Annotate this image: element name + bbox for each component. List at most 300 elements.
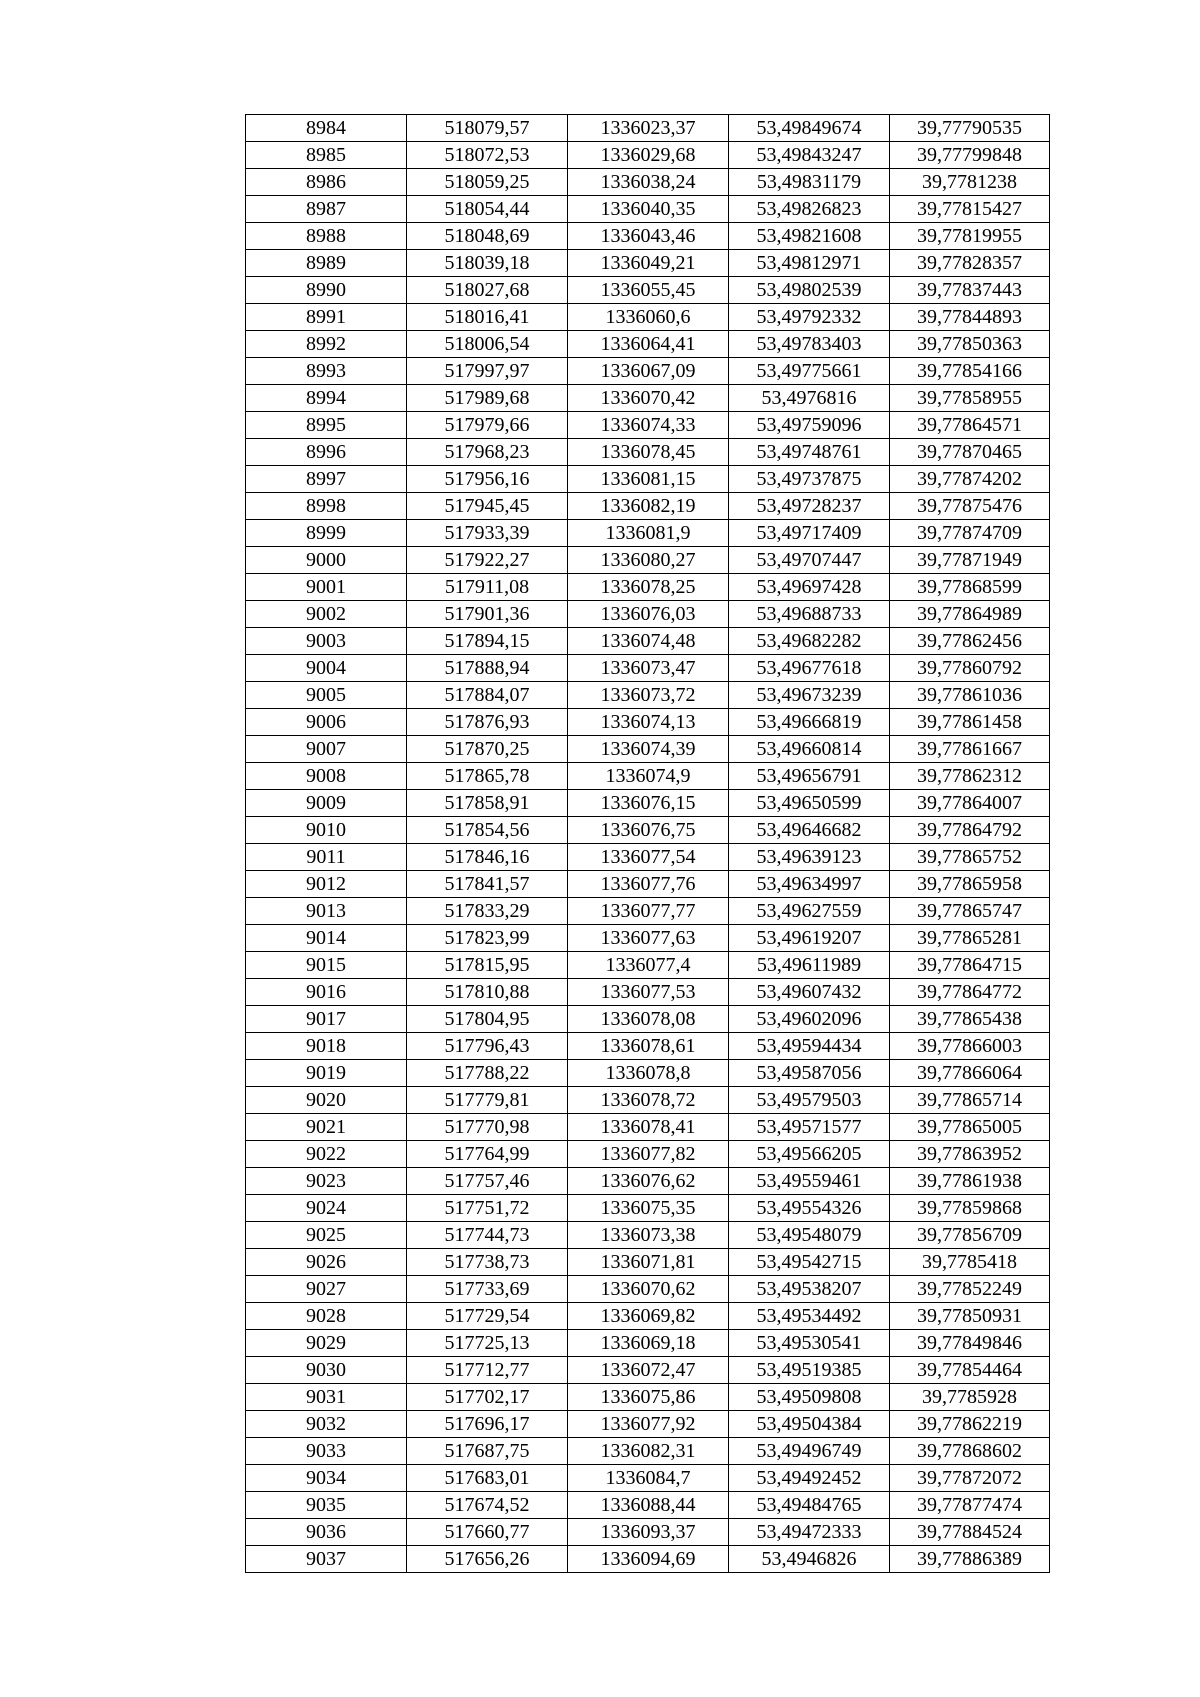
latitude-cell: 53,49542715 [729,1249,890,1276]
x-coordinate-cell: 517858,91 [407,790,568,817]
latitude-cell: 53,49472333 [729,1519,890,1546]
longitude-cell: 39,77864715 [890,952,1050,979]
point-number-cell: 9011 [246,844,407,871]
longitude-cell: 39,77865747 [890,898,1050,925]
longitude-cell: 39,77819955 [890,223,1050,250]
x-coordinate-cell: 517979,66 [407,412,568,439]
latitude-cell: 53,49682282 [729,628,890,655]
coordinates-table-body [246,115,1050,1573]
y-coordinate-cell: 1336078,25 [568,574,729,601]
x-coordinate-cell: 517956,16 [407,466,568,493]
point-number-cell: 8992 [246,331,407,358]
latitude-cell: 53,4976816 [729,385,890,412]
point-number-cell: 9001 [246,574,407,601]
y-coordinate-cell: 1336043,46 [568,223,729,250]
point-number-cell: 8993 [246,358,407,385]
latitude-cell: 53,49812971 [729,250,890,277]
point-number-cell: 9002 [246,601,407,628]
y-coordinate-cell: 1336078,08 [568,1006,729,1033]
table-row [246,979,1050,1006]
x-coordinate-cell: 518054,44 [407,196,568,223]
y-coordinate-cell: 1336093,37 [568,1519,729,1546]
x-coordinate-cell: 517674,52 [407,1492,568,1519]
y-coordinate-cell: 1336070,62 [568,1276,729,1303]
point-number-cell: 9019 [246,1060,407,1087]
longitude-cell: 39,77865714 [890,1087,1050,1114]
table-row [246,277,1050,304]
point-number-cell: 9010 [246,817,407,844]
table-row [246,304,1050,331]
table-row [246,655,1050,682]
table-row [246,790,1050,817]
longitude-cell: 39,77862456 [890,628,1050,655]
point-number-cell: 9025 [246,1222,407,1249]
longitude-cell: 39,7781238 [890,169,1050,196]
longitude-cell: 39,77866064 [890,1060,1050,1087]
latitude-cell: 53,49660814 [729,736,890,763]
y-coordinate-cell: 1336060,6 [568,304,729,331]
longitude-cell: 39,77868599 [890,574,1050,601]
y-coordinate-cell: 1336049,21 [568,250,729,277]
table-row [246,115,1050,142]
point-number-cell: 9017 [246,1006,407,1033]
y-coordinate-cell: 1336078,61 [568,1033,729,1060]
table-row [246,547,1050,574]
longitude-cell: 39,77864989 [890,601,1050,628]
latitude-cell: 53,49673239 [729,682,890,709]
x-coordinate-cell: 517870,25 [407,736,568,763]
x-coordinate-cell: 518059,25 [407,169,568,196]
point-number-cell: 8986 [246,169,407,196]
longitude-cell: 39,77844893 [890,304,1050,331]
x-coordinate-cell: 517733,69 [407,1276,568,1303]
table-row [246,574,1050,601]
y-coordinate-cell: 1336075,35 [568,1195,729,1222]
latitude-cell: 53,49666819 [729,709,890,736]
latitude-cell: 53,49677618 [729,655,890,682]
longitude-cell: 39,77861458 [890,709,1050,736]
longitude-cell: 39,77866003 [890,1033,1050,1060]
latitude-cell: 53,49530541 [729,1330,890,1357]
x-coordinate-cell: 517810,88 [407,979,568,1006]
table-row [246,1033,1050,1060]
longitude-cell: 39,77875476 [890,493,1050,520]
point-number-cell: 9004 [246,655,407,682]
table-row [246,1519,1050,1546]
y-coordinate-cell: 1336072,47 [568,1357,729,1384]
latitude-cell: 53,49849674 [729,115,890,142]
point-number-cell: 9037 [246,1546,407,1573]
x-coordinate-cell: 517712,77 [407,1357,568,1384]
table-row [246,439,1050,466]
y-coordinate-cell: 1336080,27 [568,547,729,574]
point-number-cell: 8985 [246,142,407,169]
x-coordinate-cell: 518079,57 [407,115,568,142]
y-coordinate-cell: 1336075,86 [568,1384,729,1411]
x-coordinate-cell: 517757,46 [407,1168,568,1195]
table-row [246,1222,1050,1249]
longitude-cell: 39,77862219 [890,1411,1050,1438]
table-row [246,1492,1050,1519]
x-coordinate-cell: 517796,43 [407,1033,568,1060]
latitude-cell: 53,49484765 [729,1492,890,1519]
x-coordinate-cell: 518039,18 [407,250,568,277]
latitude-cell: 53,49492452 [729,1465,890,1492]
y-coordinate-cell: 1336077,4 [568,952,729,979]
point-number-cell: 9030 [246,1357,407,1384]
y-coordinate-cell: 1336074,33 [568,412,729,439]
x-coordinate-cell: 518027,68 [407,277,568,304]
table-row [246,628,1050,655]
longitude-cell: 39,77865438 [890,1006,1050,1033]
latitude-cell: 53,49728237 [729,493,890,520]
latitude-cell: 53,49554326 [729,1195,890,1222]
longitude-cell: 39,77865958 [890,871,1050,898]
latitude-cell: 53,49611989 [729,952,890,979]
point-number-cell: 9028 [246,1303,407,1330]
x-coordinate-cell: 517764,99 [407,1141,568,1168]
longitude-cell: 39,77863952 [890,1141,1050,1168]
table-row [246,601,1050,628]
y-coordinate-cell: 1336040,35 [568,196,729,223]
y-coordinate-cell: 1336076,03 [568,601,729,628]
x-coordinate-cell: 517989,68 [407,385,568,412]
table-row [246,1411,1050,1438]
longitude-cell: 39,77874709 [890,520,1050,547]
table-row [246,871,1050,898]
point-number-cell: 9003 [246,628,407,655]
y-coordinate-cell: 1336078,72 [568,1087,729,1114]
longitude-cell: 39,7785928 [890,1384,1050,1411]
latitude-cell: 53,49509808 [729,1384,890,1411]
y-coordinate-cell: 1336073,47 [568,655,729,682]
y-coordinate-cell: 1336069,82 [568,1303,729,1330]
x-coordinate-cell: 517997,97 [407,358,568,385]
longitude-cell: 39,77864007 [890,790,1050,817]
y-coordinate-cell: 1336073,38 [568,1222,729,1249]
x-coordinate-cell: 517696,17 [407,1411,568,1438]
x-coordinate-cell: 517968,23 [407,439,568,466]
longitude-cell: 39,77865752 [890,844,1050,871]
latitude-cell: 53,49792332 [729,304,890,331]
table-row [246,952,1050,979]
y-coordinate-cell: 1336074,39 [568,736,729,763]
longitude-cell: 39,77865005 [890,1114,1050,1141]
x-coordinate-cell: 517687,75 [407,1438,568,1465]
y-coordinate-cell: 1336023,37 [568,115,729,142]
latitude-cell: 53,49826823 [729,196,890,223]
latitude-cell: 53,49496749 [729,1438,890,1465]
longitude-cell: 39,77886389 [890,1546,1050,1573]
table-row [246,1276,1050,1303]
longitude-cell: 39,77850363 [890,331,1050,358]
latitude-cell: 53,49737875 [729,466,890,493]
point-number-cell: 9012 [246,871,407,898]
point-number-cell: 8996 [246,439,407,466]
x-coordinate-cell: 517823,99 [407,925,568,952]
latitude-cell: 53,49775661 [729,358,890,385]
longitude-cell: 39,77870465 [890,439,1050,466]
x-coordinate-cell: 518016,41 [407,304,568,331]
point-number-cell: 8984 [246,115,407,142]
point-number-cell: 9036 [246,1519,407,1546]
point-number-cell: 9020 [246,1087,407,1114]
latitude-cell: 53,49646682 [729,817,890,844]
x-coordinate-cell: 517841,57 [407,871,568,898]
latitude-cell: 53,4946826 [729,1546,890,1573]
point-number-cell: 8997 [246,466,407,493]
point-number-cell: 9026 [246,1249,407,1276]
longitude-cell: 39,7785418 [890,1249,1050,1276]
x-coordinate-cell: 517751,72 [407,1195,568,1222]
point-number-cell: 8989 [246,250,407,277]
y-coordinate-cell: 1336078,8 [568,1060,729,1087]
x-coordinate-cell: 517888,94 [407,655,568,682]
point-number-cell: 8995 [246,412,407,439]
latitude-cell: 53,49697428 [729,574,890,601]
y-coordinate-cell: 1336076,15 [568,790,729,817]
x-coordinate-cell: 517876,93 [407,709,568,736]
point-number-cell: 9034 [246,1465,407,1492]
longitude-cell: 39,77837443 [890,277,1050,304]
latitude-cell: 53,49639123 [729,844,890,871]
latitude-cell: 53,49821608 [729,223,890,250]
x-coordinate-cell: 517770,98 [407,1114,568,1141]
table-row [246,763,1050,790]
point-number-cell: 8987 [246,196,407,223]
longitude-cell: 39,77860792 [890,655,1050,682]
y-coordinate-cell: 1336077,77 [568,898,729,925]
y-coordinate-cell: 1336077,63 [568,925,729,952]
point-number-cell: 9024 [246,1195,407,1222]
x-coordinate-cell: 517788,22 [407,1060,568,1087]
x-coordinate-cell: 517815,95 [407,952,568,979]
y-coordinate-cell: 1336077,92 [568,1411,729,1438]
latitude-cell: 53,49559461 [729,1168,890,1195]
x-coordinate-cell: 517804,95 [407,1006,568,1033]
point-number-cell: 8988 [246,223,407,250]
point-number-cell: 9006 [246,709,407,736]
y-coordinate-cell: 1336055,45 [568,277,729,304]
table-row [246,1060,1050,1087]
table-row [246,1141,1050,1168]
point-number-cell: 9007 [246,736,407,763]
y-coordinate-cell: 1336071,81 [568,1249,729,1276]
table-row [246,223,1050,250]
latitude-cell: 53,49587056 [729,1060,890,1087]
latitude-cell: 53,49843247 [729,142,890,169]
table-row [246,682,1050,709]
y-coordinate-cell: 1336077,54 [568,844,729,871]
y-coordinate-cell: 1336088,44 [568,1492,729,1519]
y-coordinate-cell: 1336074,13 [568,709,729,736]
latitude-cell: 53,49650599 [729,790,890,817]
table-row [246,1249,1050,1276]
y-coordinate-cell: 1336069,18 [568,1330,729,1357]
y-coordinate-cell: 1336077,82 [568,1141,729,1168]
latitude-cell: 53,49831179 [729,169,890,196]
table-row [246,844,1050,871]
table-row [246,169,1050,196]
point-number-cell: 9014 [246,925,407,952]
latitude-cell: 53,49504384 [729,1411,890,1438]
latitude-cell: 53,49656791 [729,763,890,790]
x-coordinate-cell: 517846,16 [407,844,568,871]
table-row [246,1546,1050,1573]
point-number-cell: 9023 [246,1168,407,1195]
point-number-cell: 9027 [246,1276,407,1303]
y-coordinate-cell: 1336073,72 [568,682,729,709]
longitude-cell: 39,77856709 [890,1222,1050,1249]
longitude-cell: 39,77861938 [890,1168,1050,1195]
y-coordinate-cell: 1336077,53 [568,979,729,1006]
longitude-cell: 39,77799848 [890,142,1050,169]
x-coordinate-cell: 517702,17 [407,1384,568,1411]
point-number-cell: 8994 [246,385,407,412]
table-row [246,898,1050,925]
point-number-cell: 9015 [246,952,407,979]
y-coordinate-cell: 1336076,62 [568,1168,729,1195]
latitude-cell: 53,49707447 [729,547,890,574]
coordinates-table [245,114,1050,1573]
y-coordinate-cell: 1336081,15 [568,466,729,493]
latitude-cell: 53,49717409 [729,520,890,547]
longitude-cell: 39,77864792 [890,817,1050,844]
y-coordinate-cell: 1336067,09 [568,358,729,385]
longitude-cell: 39,77861036 [890,682,1050,709]
longitude-cell: 39,77858955 [890,385,1050,412]
longitude-cell: 39,77850931 [890,1303,1050,1330]
y-coordinate-cell: 1336076,75 [568,817,729,844]
y-coordinate-cell: 1336029,68 [568,142,729,169]
x-coordinate-cell: 517894,15 [407,628,568,655]
x-coordinate-cell: 517725,13 [407,1330,568,1357]
longitude-cell: 39,77864571 [890,412,1050,439]
longitude-cell: 39,77872072 [890,1465,1050,1492]
table-row [246,520,1050,547]
point-number-cell: 8991 [246,304,407,331]
latitude-cell: 53,49594434 [729,1033,890,1060]
x-coordinate-cell: 517854,56 [407,817,568,844]
point-number-cell: 9000 [246,547,407,574]
x-coordinate-cell: 517738,73 [407,1249,568,1276]
y-coordinate-cell: 1336038,24 [568,169,729,196]
table-row [246,1330,1050,1357]
point-number-cell: 9005 [246,682,407,709]
point-number-cell: 9021 [246,1114,407,1141]
point-number-cell: 8999 [246,520,407,547]
table-row [246,736,1050,763]
x-coordinate-cell: 517945,45 [407,493,568,520]
longitude-cell: 39,77854464 [890,1357,1050,1384]
x-coordinate-cell: 517729,54 [407,1303,568,1330]
table-row [246,358,1050,385]
longitude-cell: 39,77864772 [890,979,1050,1006]
latitude-cell: 53,49802539 [729,277,890,304]
x-coordinate-cell: 517933,39 [407,520,568,547]
latitude-cell: 53,49748761 [729,439,890,466]
longitude-cell: 39,77828357 [890,250,1050,277]
table-row [246,196,1050,223]
longitude-cell: 39,77790535 [890,115,1050,142]
point-number-cell: 9032 [246,1411,407,1438]
y-coordinate-cell: 1336078,45 [568,439,729,466]
y-coordinate-cell: 1336077,76 [568,871,729,898]
longitude-cell: 39,77861667 [890,736,1050,763]
table-row [246,1195,1050,1222]
point-number-cell: 9031 [246,1384,407,1411]
x-coordinate-cell: 517911,08 [407,574,568,601]
latitude-cell: 53,49602096 [729,1006,890,1033]
x-coordinate-cell: 518072,53 [407,142,568,169]
table-row [246,1357,1050,1384]
x-coordinate-cell: 517656,26 [407,1546,568,1573]
point-number-cell: 8998 [246,493,407,520]
longitude-cell: 39,77862312 [890,763,1050,790]
table-row [246,250,1050,277]
x-coordinate-cell: 517865,78 [407,763,568,790]
point-number-cell: 8990 [246,277,407,304]
point-number-cell: 9033 [246,1438,407,1465]
longitude-cell: 39,77859868 [890,1195,1050,1222]
x-coordinate-cell: 517833,29 [407,898,568,925]
latitude-cell: 53,49548079 [729,1222,890,1249]
x-coordinate-cell: 518048,69 [407,223,568,250]
y-coordinate-cell: 1336082,31 [568,1438,729,1465]
point-number-cell: 9013 [246,898,407,925]
longitude-cell: 39,77852249 [890,1276,1050,1303]
latitude-cell: 53,49571577 [729,1114,890,1141]
table-row [246,925,1050,952]
longitude-cell: 39,77877474 [890,1492,1050,1519]
x-coordinate-cell: 517922,27 [407,547,568,574]
y-coordinate-cell: 1336084,7 [568,1465,729,1492]
table-row [246,1303,1050,1330]
longitude-cell: 39,77849846 [890,1330,1050,1357]
table-row [246,1006,1050,1033]
y-coordinate-cell: 1336070,42 [568,385,729,412]
table-row [246,385,1050,412]
longitude-cell: 39,77854166 [890,358,1050,385]
table-row [246,331,1050,358]
point-number-cell: 9022 [246,1141,407,1168]
point-number-cell: 9016 [246,979,407,1006]
table-row [246,817,1050,844]
latitude-cell: 53,49688733 [729,601,890,628]
y-coordinate-cell: 1336081,9 [568,520,729,547]
latitude-cell: 53,49783403 [729,331,890,358]
table-row [246,1384,1050,1411]
table-row [246,1087,1050,1114]
x-coordinate-cell: 518006,54 [407,331,568,358]
table-row [246,493,1050,520]
x-coordinate-cell: 517779,81 [407,1087,568,1114]
y-coordinate-cell: 1336074,48 [568,628,729,655]
table-row [246,142,1050,169]
latitude-cell: 53,49538207 [729,1276,890,1303]
longitude-cell: 39,77884524 [890,1519,1050,1546]
latitude-cell: 53,49534492 [729,1303,890,1330]
longitude-cell: 39,77815427 [890,196,1050,223]
y-coordinate-cell: 1336082,19 [568,493,729,520]
table-row [246,412,1050,439]
latitude-cell: 53,49566205 [729,1141,890,1168]
latitude-cell: 53,49607432 [729,979,890,1006]
table-row [246,1438,1050,1465]
longitude-cell: 39,77874202 [890,466,1050,493]
latitude-cell: 53,49579503 [729,1087,890,1114]
table-row [246,1168,1050,1195]
